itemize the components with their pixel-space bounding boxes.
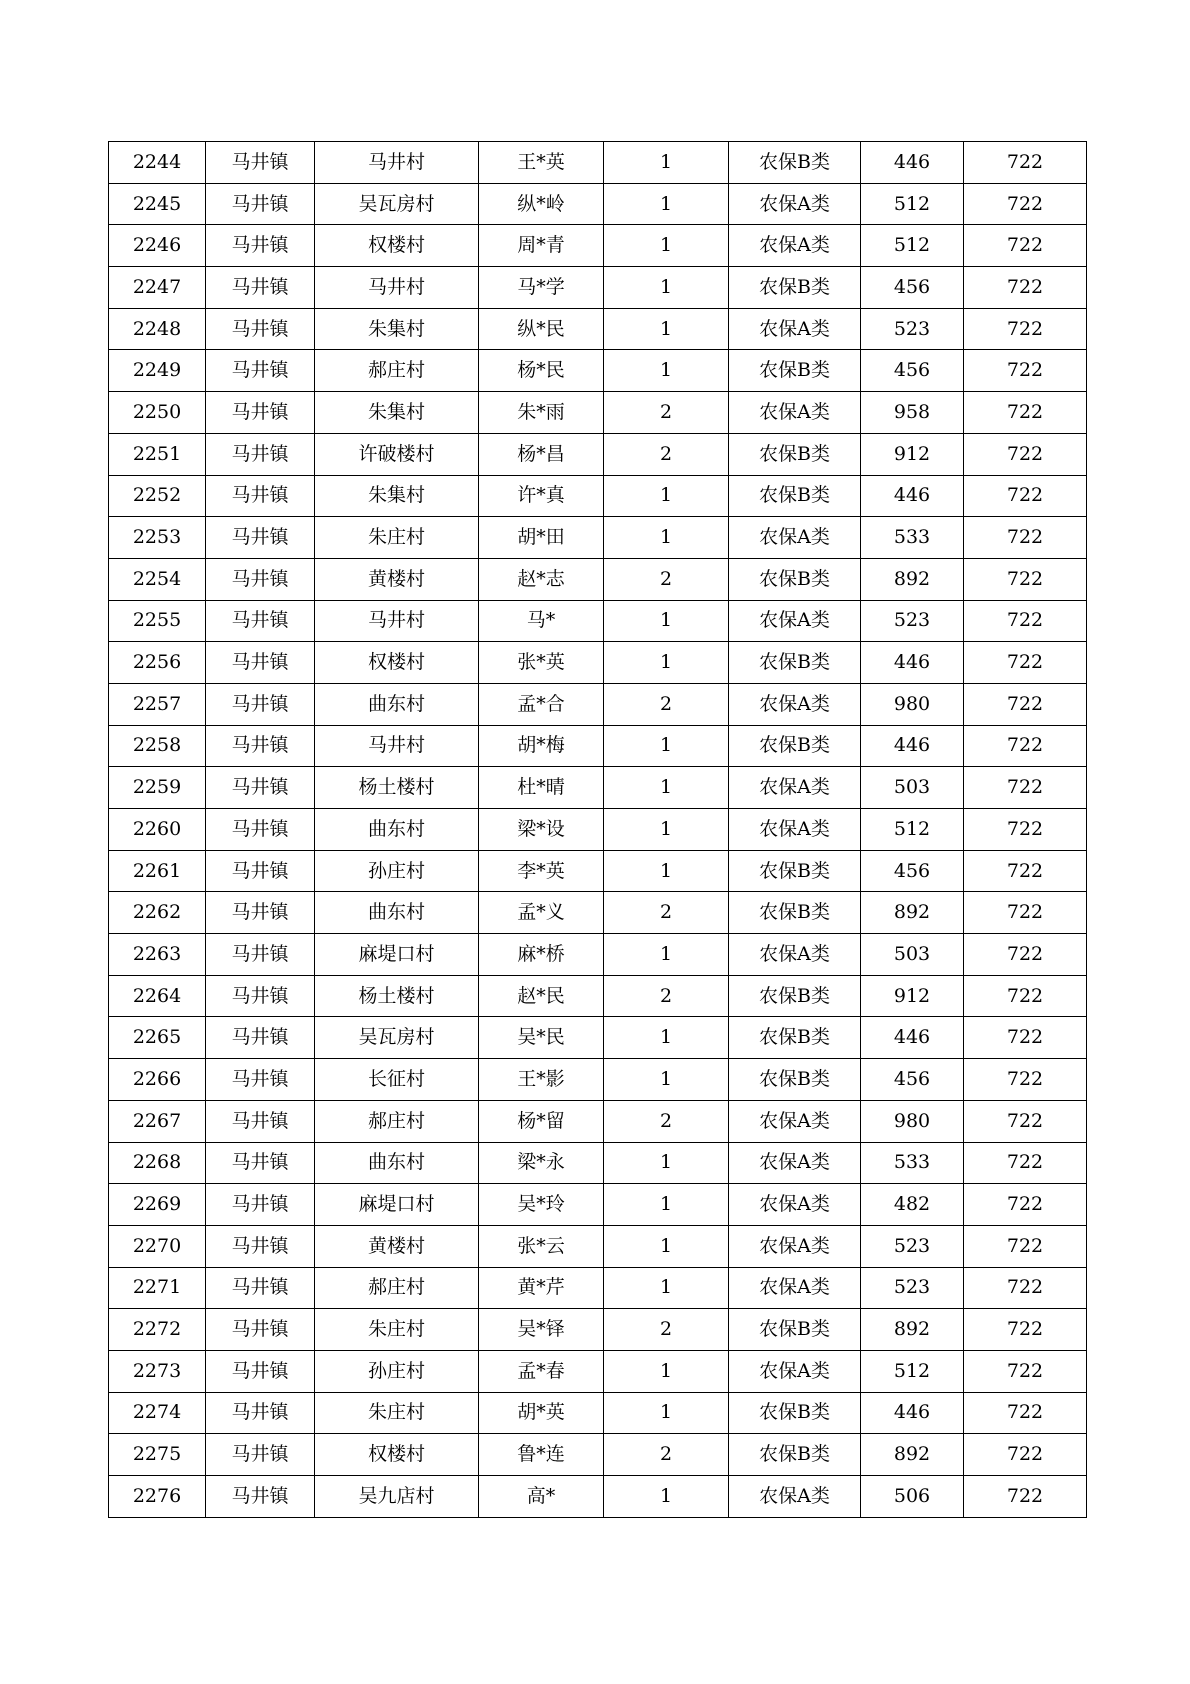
table-row [109,725,1087,767]
serial-number-cell: 2274 [109,1392,206,1434]
amount-cell: 912 [861,975,964,1017]
table-row [109,975,1087,1017]
town-cell: 马井镇 [206,725,315,767]
name-cell: 胡*英 [479,1392,604,1434]
category-cell: 农保A类 [729,392,861,434]
household-count-cell: 1 [604,308,729,350]
village-cell: 马井村 [315,600,479,642]
table-row [109,267,1087,309]
household-count-cell: 1 [604,267,729,309]
amount-cell: 446 [861,142,964,184]
category-cell: 农保B类 [729,850,861,892]
category-cell: 农保B类 [729,433,861,475]
category-cell: 农保B类 [729,892,861,934]
household-count-cell: 1 [604,1350,729,1392]
table-row [109,767,1087,809]
standard-cell: 722 [964,558,1087,600]
serial-number-cell: 2269 [109,1184,206,1226]
name-cell: 杨*留 [479,1100,604,1142]
village-cell: 孙庄村 [315,1350,479,1392]
standard-cell: 722 [964,1184,1087,1226]
amount-cell: 456 [861,1059,964,1101]
serial-number-cell: 2265 [109,1017,206,1059]
table-row [109,1059,1087,1101]
name-cell: 王*影 [479,1059,604,1101]
category-cell: 农保B类 [729,725,861,767]
town-cell: 马井镇 [206,600,315,642]
town-cell: 马井镇 [206,1142,315,1184]
serial-number-cell: 2253 [109,517,206,559]
category-cell: 农保B类 [729,267,861,309]
town-cell: 马井镇 [206,225,315,267]
village-cell: 吴九店村 [315,1476,479,1518]
serial-number-cell: 2254 [109,558,206,600]
category-cell: 农保B类 [729,1434,861,1476]
village-cell: 黄楼村 [315,558,479,600]
category-cell: 农保B类 [729,1309,861,1351]
table-row [109,1142,1087,1184]
table-row [109,683,1087,725]
town-cell: 马井镇 [206,1184,315,1226]
household-count-cell: 2 [604,683,729,725]
table-row [109,934,1087,976]
village-cell: 麻堤口村 [315,934,479,976]
town-cell: 马井镇 [206,308,315,350]
serial-number-cell: 2248 [109,308,206,350]
town-cell: 马井镇 [206,517,315,559]
town-cell: 马井镇 [206,350,315,392]
town-cell: 马井镇 [206,475,315,517]
name-cell: 张*英 [479,642,604,684]
category-cell: 农保A类 [729,809,861,851]
standard-cell: 722 [964,433,1087,475]
serial-number-cell: 2272 [109,1309,206,1351]
town-cell: 马井镇 [206,142,315,184]
name-cell: 纵*岭 [479,183,604,225]
village-cell: 权楼村 [315,1434,479,1476]
amount-cell: 446 [861,1017,964,1059]
amount-cell: 456 [861,850,964,892]
serial-number-cell: 2258 [109,725,206,767]
table-row [109,475,1087,517]
name-cell: 孟*春 [479,1350,604,1392]
household-count-cell: 1 [604,725,729,767]
amount-cell: 958 [861,392,964,434]
household-count-cell: 1 [604,225,729,267]
town-cell: 马井镇 [206,1350,315,1392]
serial-number-cell: 2263 [109,934,206,976]
name-cell: 梁*设 [479,809,604,851]
standard-cell: 722 [964,350,1087,392]
standard-cell: 722 [964,975,1087,1017]
category-cell: 农保A类 [729,308,861,350]
standard-cell: 722 [964,308,1087,350]
table-row [109,1309,1087,1351]
name-cell: 李*英 [479,850,604,892]
standard-cell: 722 [964,1142,1087,1184]
village-cell: 郝庄村 [315,1100,479,1142]
standard-cell: 722 [964,142,1087,184]
category-cell: 农保B类 [729,1392,861,1434]
village-cell: 郝庄村 [315,350,479,392]
amount-cell: 892 [861,558,964,600]
category-cell: 农保A类 [729,225,861,267]
table-row [109,850,1087,892]
table-row [109,1017,1087,1059]
serial-number-cell: 2251 [109,433,206,475]
amount-cell: 980 [861,683,964,725]
household-count-cell: 1 [604,934,729,976]
table-row [109,1225,1087,1267]
standard-cell: 722 [964,767,1087,809]
table-row [109,642,1087,684]
town-cell: 马井镇 [206,683,315,725]
household-count-cell: 1 [604,1184,729,1226]
household-count-cell: 1 [604,1476,729,1518]
category-cell: 农保B类 [729,350,861,392]
category-cell: 农保B类 [729,558,861,600]
standard-cell: 722 [964,1350,1087,1392]
table-row [109,1350,1087,1392]
household-count-cell: 1 [604,809,729,851]
serial-number-cell: 2276 [109,1476,206,1518]
village-cell: 曲东村 [315,809,479,851]
town-cell: 马井镇 [206,1100,315,1142]
name-cell: 马*学 [479,267,604,309]
name-cell: 杨*昌 [479,433,604,475]
standard-cell: 722 [964,517,1087,559]
household-count-cell: 2 [604,558,729,600]
standard-cell: 722 [964,600,1087,642]
village-cell: 朱庄村 [315,517,479,559]
category-cell: 农保B类 [729,642,861,684]
name-cell: 麻*桥 [479,934,604,976]
records-table-body [109,142,1087,1518]
records-table [108,141,1087,1518]
town-cell: 马井镇 [206,558,315,600]
household-count-cell: 2 [604,1309,729,1351]
amount-cell: 892 [861,892,964,934]
table-row [109,1267,1087,1309]
village-cell: 郝庄村 [315,1267,479,1309]
category-cell: 农保A类 [729,183,861,225]
category-cell: 农保A类 [729,517,861,559]
town-cell: 马井镇 [206,1434,315,1476]
household-count-cell: 2 [604,1100,729,1142]
name-cell: 赵*民 [479,975,604,1017]
serial-number-cell: 2246 [109,225,206,267]
category-cell: 农保A类 [729,934,861,976]
village-cell: 朱庄村 [315,1392,479,1434]
household-count-cell: 1 [604,142,729,184]
standard-cell: 722 [964,1059,1087,1101]
table-row [109,1100,1087,1142]
town-cell: 马井镇 [206,433,315,475]
household-count-cell: 1 [604,642,729,684]
standard-cell: 722 [964,850,1087,892]
household-count-cell: 2 [604,892,729,934]
amount-cell: 446 [861,725,964,767]
name-cell: 胡*梅 [479,725,604,767]
category-cell: 农保A类 [729,1225,861,1267]
serial-number-cell: 2262 [109,892,206,934]
village-cell: 麻堤口村 [315,1184,479,1226]
village-cell: 曲东村 [315,1142,479,1184]
serial-number-cell: 2245 [109,183,206,225]
household-count-cell: 1 [604,1392,729,1434]
town-cell: 马井镇 [206,1267,315,1309]
serial-number-cell: 2264 [109,975,206,1017]
town-cell: 马井镇 [206,1225,315,1267]
village-cell: 朱庄村 [315,1309,479,1351]
category-cell: 农保A类 [729,1184,861,1226]
table-row [109,600,1087,642]
amount-cell: 456 [861,267,964,309]
name-cell: 胡*田 [479,517,604,559]
name-cell: 吴*民 [479,1017,604,1059]
table-row [109,809,1087,851]
table-row [109,1392,1087,1434]
serial-number-cell: 2261 [109,850,206,892]
town-cell: 马井镇 [206,1017,315,1059]
household-count-cell: 1 [604,767,729,809]
standard-cell: 722 [964,642,1087,684]
household-count-cell: 2 [604,433,729,475]
name-cell: 孟*合 [479,683,604,725]
amount-cell: 533 [861,1142,964,1184]
category-cell: 农保B类 [729,475,861,517]
serial-number-cell: 2256 [109,642,206,684]
name-cell: 高* [479,1476,604,1518]
name-cell: 梁*永 [479,1142,604,1184]
serial-number-cell: 2267 [109,1100,206,1142]
village-cell: 权楼村 [315,225,479,267]
serial-number-cell: 2255 [109,600,206,642]
serial-number-cell: 2271 [109,1267,206,1309]
serial-number-cell: 2270 [109,1225,206,1267]
amount-cell: 446 [861,475,964,517]
town-cell: 马井镇 [206,1476,315,1518]
name-cell: 许*真 [479,475,604,517]
amount-cell: 523 [861,1225,964,1267]
table-row [109,1184,1087,1226]
amount-cell: 512 [861,225,964,267]
table-row [109,892,1087,934]
serial-number-cell: 2259 [109,767,206,809]
name-cell: 杜*晴 [479,767,604,809]
standard-cell: 722 [964,1267,1087,1309]
serial-number-cell: 2273 [109,1350,206,1392]
name-cell: 吴*玲 [479,1184,604,1226]
household-count-cell: 1 [604,475,729,517]
village-cell: 吴瓦房村 [315,183,479,225]
category-cell: 农保B类 [729,975,861,1017]
standard-cell: 722 [964,267,1087,309]
household-count-cell: 1 [604,1142,729,1184]
household-count-cell: 1 [604,1059,729,1101]
standard-cell: 722 [964,392,1087,434]
name-cell: 赵*志 [479,558,604,600]
category-cell: 农保B类 [729,1059,861,1101]
household-count-cell: 1 [604,183,729,225]
amount-cell: 912 [861,433,964,475]
table-row [109,142,1087,184]
category-cell: 农保A类 [729,1476,861,1518]
village-cell: 曲东村 [315,892,479,934]
serial-number-cell: 2247 [109,267,206,309]
serial-number-cell: 2257 [109,683,206,725]
amount-cell: 503 [861,934,964,976]
table-row [109,1476,1087,1518]
category-cell: 农保A类 [729,600,861,642]
table-row [109,1434,1087,1476]
name-cell: 周*青 [479,225,604,267]
village-cell: 黄楼村 [315,1225,479,1267]
standard-cell: 722 [964,1017,1087,1059]
serial-number-cell: 2268 [109,1142,206,1184]
amount-cell: 523 [861,600,964,642]
name-cell: 孟*义 [479,892,604,934]
standard-cell: 722 [964,1434,1087,1476]
serial-number-cell: 2249 [109,350,206,392]
amount-cell: 446 [861,642,964,684]
household-count-cell: 1 [604,350,729,392]
serial-number-cell: 2266 [109,1059,206,1101]
village-cell: 曲东村 [315,683,479,725]
village-cell: 马井村 [315,267,479,309]
serial-number-cell: 2244 [109,142,206,184]
standard-cell: 722 [964,1100,1087,1142]
table-row [109,392,1087,434]
town-cell: 马井镇 [206,1309,315,1351]
standard-cell: 722 [964,683,1087,725]
household-count-cell: 1 [604,1017,729,1059]
town-cell: 马井镇 [206,642,315,684]
amount-cell: 446 [861,1392,964,1434]
amount-cell: 980 [861,1100,964,1142]
name-cell: 黄*芹 [479,1267,604,1309]
table-row [109,183,1087,225]
household-count-cell: 2 [604,975,729,1017]
category-cell: 农保A类 [729,1350,861,1392]
serial-number-cell: 2250 [109,392,206,434]
table-row [109,350,1087,392]
standard-cell: 722 [964,1476,1087,1518]
standard-cell: 722 [964,1309,1087,1351]
household-count-cell: 1 [604,1267,729,1309]
category-cell: 农保A类 [729,1267,861,1309]
standard-cell: 722 [964,183,1087,225]
household-count-cell: 1 [604,850,729,892]
name-cell: 鲁*连 [479,1434,604,1476]
village-cell: 杨土楼村 [315,767,479,809]
amount-cell: 482 [861,1184,964,1226]
standard-cell: 722 [964,1225,1087,1267]
village-cell: 权楼村 [315,642,479,684]
serial-number-cell: 2260 [109,809,206,851]
name-cell: 吴*铎 [479,1309,604,1351]
name-cell: 朱*雨 [479,392,604,434]
town-cell: 马井镇 [206,809,315,851]
table-row [109,225,1087,267]
town-cell: 马井镇 [206,267,315,309]
amount-cell: 533 [861,517,964,559]
town-cell: 马井镇 [206,892,315,934]
name-cell: 马* [479,600,604,642]
village-cell: 许破楼村 [315,433,479,475]
category-cell: 农保A类 [729,1100,861,1142]
village-cell: 杨土楼村 [315,975,479,1017]
town-cell: 马井镇 [206,183,315,225]
village-cell: 马井村 [315,725,479,767]
name-cell: 杨*民 [479,350,604,392]
amount-cell: 523 [861,308,964,350]
category-cell: 农保A类 [729,767,861,809]
standard-cell: 722 [964,725,1087,767]
standard-cell: 722 [964,809,1087,851]
village-cell: 吴瓦房村 [315,1017,479,1059]
name-cell: 纵*民 [479,308,604,350]
household-count-cell: 1 [604,1225,729,1267]
town-cell: 马井镇 [206,850,315,892]
household-count-cell: 2 [604,392,729,434]
amount-cell: 512 [861,183,964,225]
standard-cell: 722 [964,934,1087,976]
amount-cell: 892 [861,1309,964,1351]
village-cell: 马井村 [315,142,479,184]
serial-number-cell: 2275 [109,1434,206,1476]
village-cell: 孙庄村 [315,850,479,892]
household-count-cell: 1 [604,517,729,559]
town-cell: 马井镇 [206,1392,315,1434]
town-cell: 马井镇 [206,975,315,1017]
amount-cell: 506 [861,1476,964,1518]
category-cell: 农保A类 [729,683,861,725]
town-cell: 马井镇 [206,767,315,809]
category-cell: 农保B类 [729,142,861,184]
village-cell: 长征村 [315,1059,479,1101]
table-row [109,308,1087,350]
table-row [109,517,1087,559]
category-cell: 农保B类 [729,1017,861,1059]
table-row [109,558,1087,600]
table-row [109,433,1087,475]
amount-cell: 456 [861,350,964,392]
standard-cell: 722 [964,225,1087,267]
household-count-cell: 1 [604,600,729,642]
town-cell: 马井镇 [206,1059,315,1101]
village-cell: 朱集村 [315,392,479,434]
name-cell: 王*英 [479,142,604,184]
town-cell: 马井镇 [206,934,315,976]
standard-cell: 722 [964,475,1087,517]
village-cell: 朱集村 [315,308,479,350]
household-count-cell: 2 [604,1434,729,1476]
amount-cell: 892 [861,1434,964,1476]
amount-cell: 523 [861,1267,964,1309]
village-cell: 朱集村 [315,475,479,517]
name-cell: 张*云 [479,1225,604,1267]
serial-number-cell: 2252 [109,475,206,517]
town-cell: 马井镇 [206,392,315,434]
amount-cell: 503 [861,767,964,809]
standard-cell: 722 [964,892,1087,934]
standard-cell: 722 [964,1392,1087,1434]
category-cell: 农保A类 [729,1142,861,1184]
amount-cell: 512 [861,1350,964,1392]
amount-cell: 512 [861,809,964,851]
